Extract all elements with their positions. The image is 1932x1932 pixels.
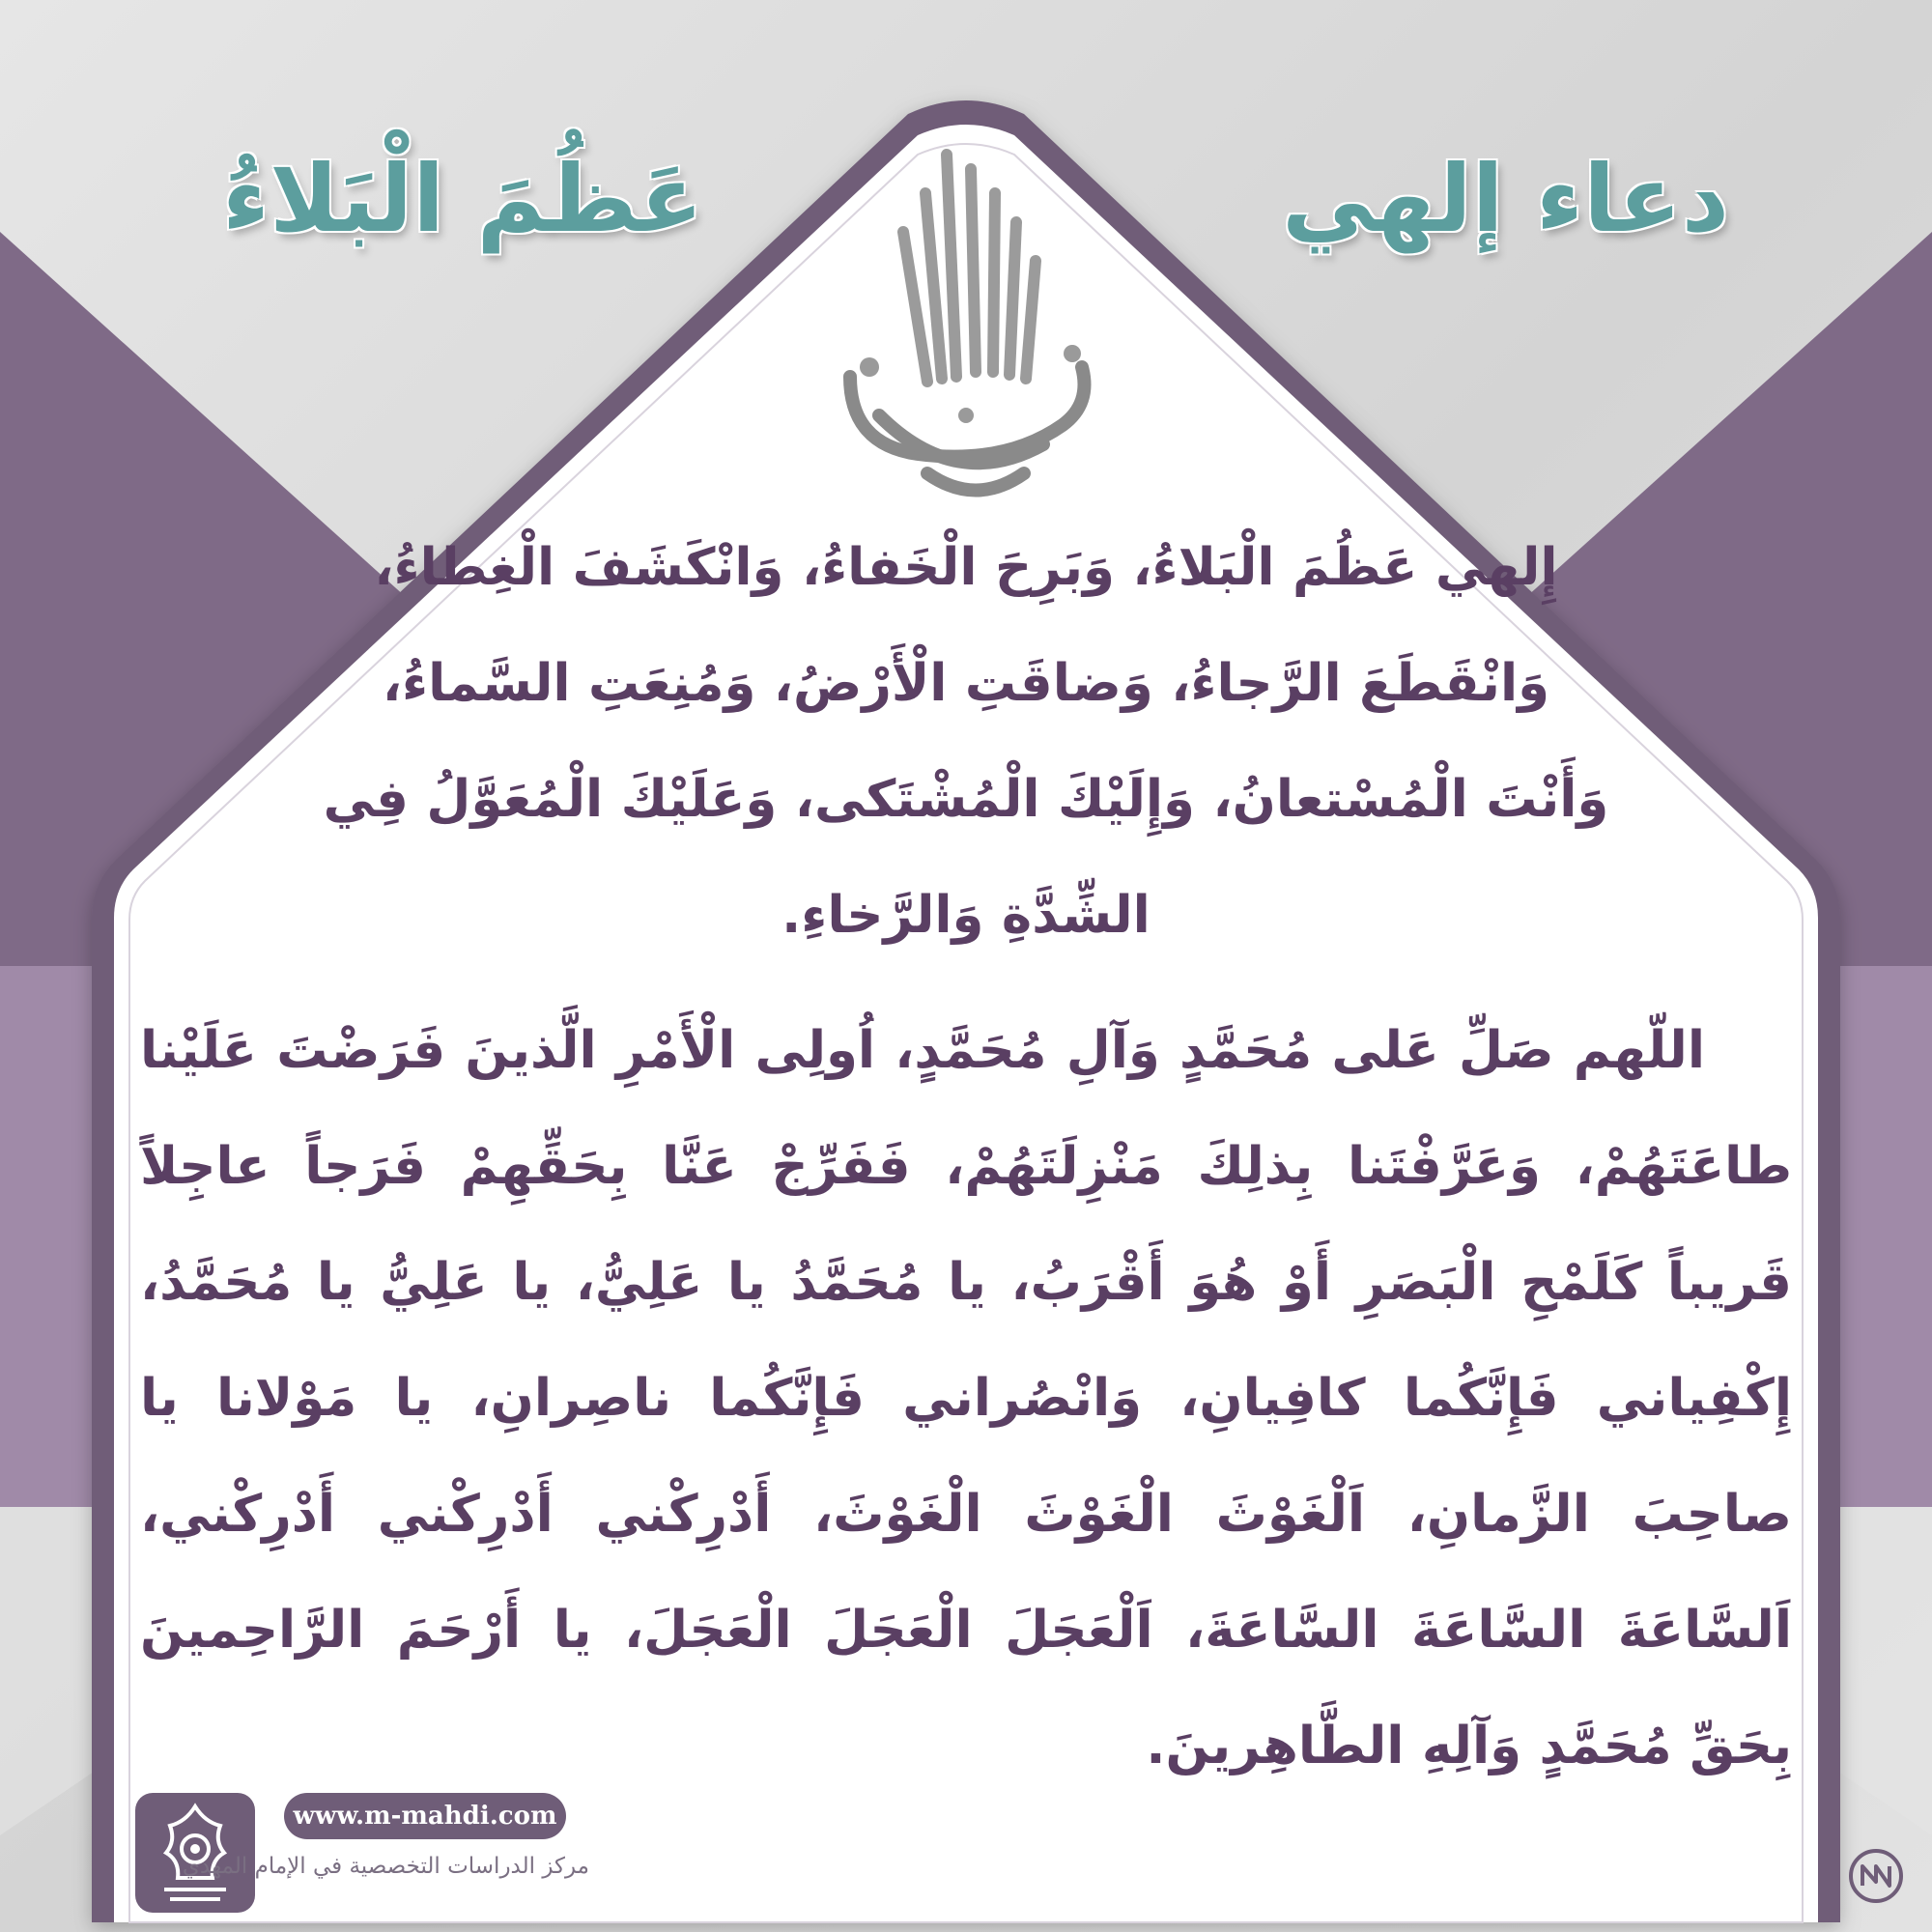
- organization-name: مركز الدراسات التخصصية في الإمام المهدي: [182, 1854, 589, 1879]
- corner-logo-icon: [1847, 1847, 1905, 1905]
- website-url[interactable]: www.m-mahdi.com: [284, 1793, 566, 1839]
- title-azuma-albala: عَظُمَ الْبَلاءُ: [222, 145, 703, 253]
- basmala-calligraphy: [811, 126, 1121, 512]
- prayer-paragraph: اللّهم صَلِّ عَلى مُحَمَّدٍ وَآلِ مُحَمَّدٍ، اُولِى الْأَمْرِ الَّذينَ فَرَضْتَ عَلَيْنا طاعَتَهُمْ، وَعَرَّفْتَنا بِذلِكَ مَنْزِلَتَهُمْ، فَفَرِّجْ عَنَّا بِحَقِّهِمْ فَرَجاً عاجِلاً قَريباً كَلَمْحِ الْبَصَرِ أَوْ هُوَ أَقْرَبُ، يا مُحَمَّدُ يا عَلِيُّ، يا عَلِيُّ يا مُحَمَّدُ، إِكْفِياني فَإِنَّكُما كافِيانِ، وَانْصُراني فَإِنَّكُما ناصِرانِ، يا مَوْلانا يا صاحِبَ الزَّمانِ، اَلْغَوْثَ الْغَوْثَ الْغَوْثَ، أَدْرِكْني أَدْرِكْني أَدْرِكْني، اَلسَّاعَةَ السَّاعَةَ السَّاعَةَ، اَلْعَجَلَ الْعَجَلَ الْعَجَلَ، يا أَرْحَمَ الرَّاحِمينَ بِحَقِّ مُحَمَّدٍ وَآلِهِ الطَّاهِرينَ.: [140, 1021, 1792, 1776]
- intro-paragraph: إِلهي عَظُمَ الْبَلاءُ، وَبَرِحَ الْخَفاءُ، وَانْكَشَفَ الْغِطاءُ، وَانْقَطَعَ الرَّجاءُ، وَضاقَتِ الْأَرْضُ، وَمُنِعَتِ السَّماءُ، وَأَنْتَ الْمُسْتعانُ، وَإِلَيْكَ الْمُشْتَكى، وَعَلَيْكَ الْمُعَوَّلُ فِي الشِّدَّةِ وَالرَّخاءِ.: [323, 538, 1609, 945]
- title-dua-ilahi: دعاء إلهي: [1282, 145, 1729, 253]
